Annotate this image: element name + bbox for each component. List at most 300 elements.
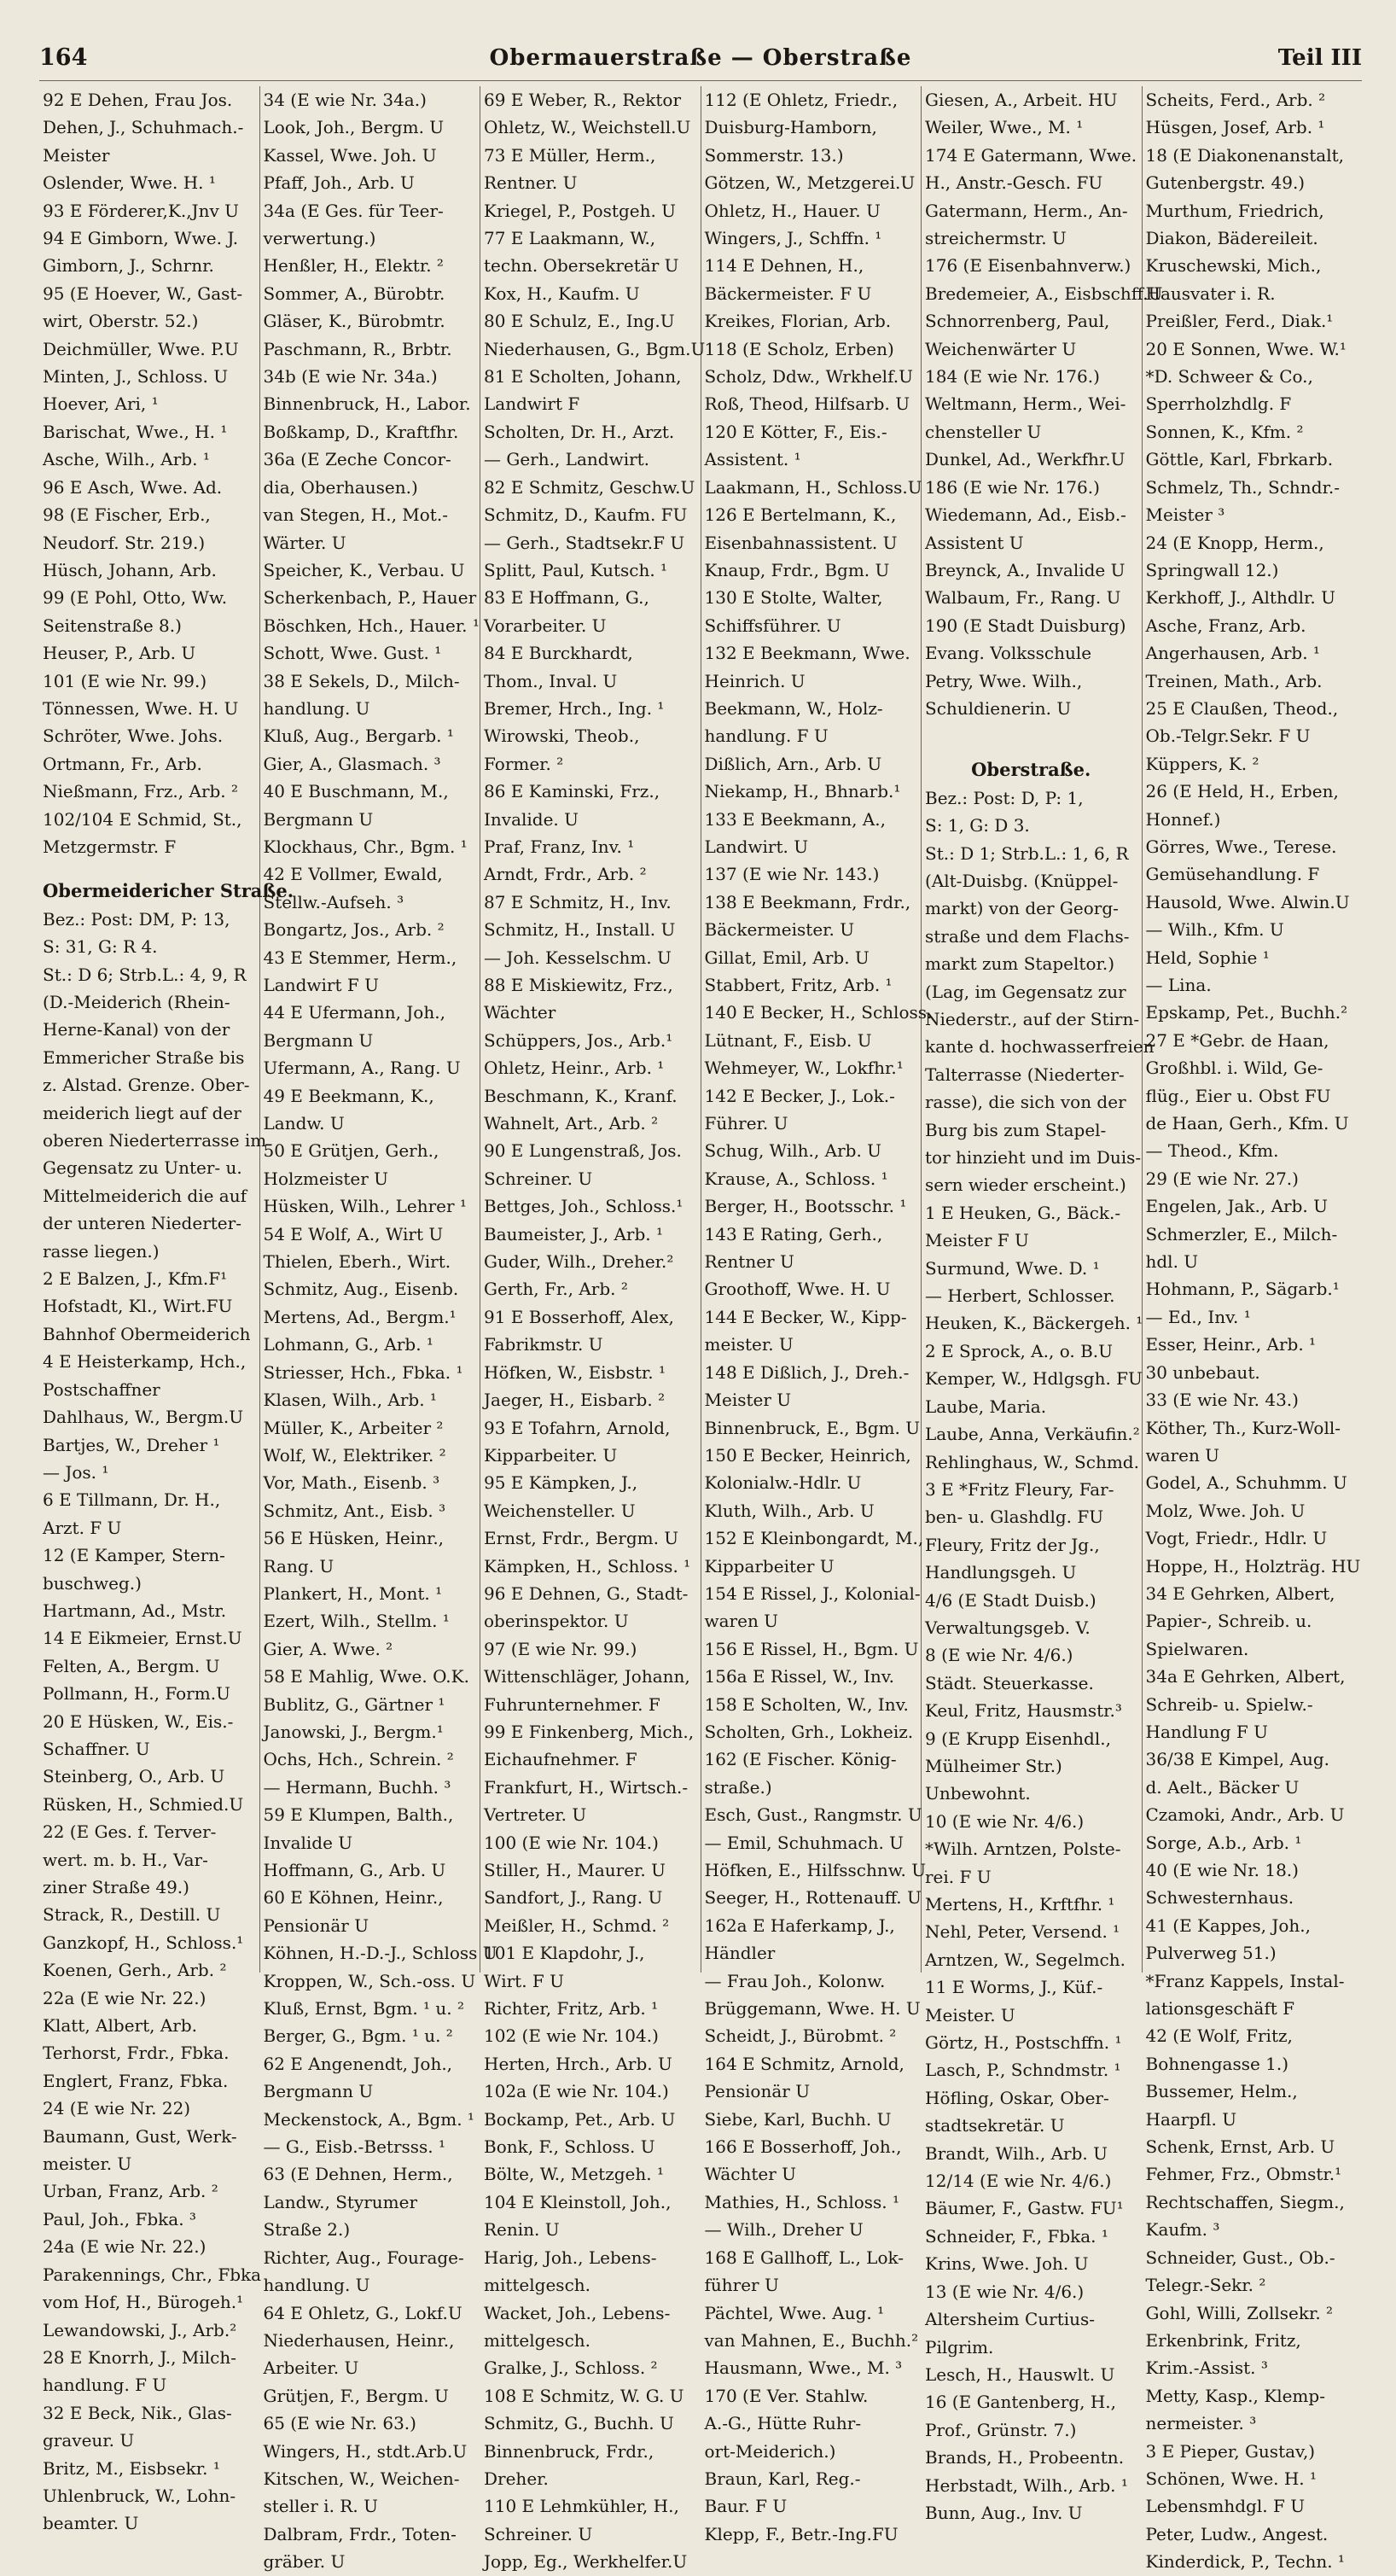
directory-entry: Baur. F U xyxy=(704,2496,788,2517)
directory-entry: Neudorf. Str. 219.) xyxy=(43,532,206,553)
directory-entry: — Emil, Schuhmach. U xyxy=(704,1832,904,1853)
directory-entry: 41 (E Kappes, Joh., xyxy=(1145,1915,1312,1936)
directory-entry: de Haan, Gerh., Kfm. U xyxy=(1145,1113,1349,1134)
directory-entry: Vorarbeiter. U xyxy=(484,615,607,636)
directory-entry: Führer. U xyxy=(704,1113,788,1134)
directory-entry: Strack, R., Destill. U xyxy=(43,1904,221,1926)
directory-entry: 83 E Hoffmann, G., xyxy=(484,587,649,609)
directory-entry: Wärter. U xyxy=(263,532,346,553)
directory-entry: Springwall 12.) xyxy=(1145,559,1279,580)
directory-entry: Schaffner. U xyxy=(43,1738,150,1759)
directory-entry: 60 E Köhnen, Heinr., xyxy=(263,1887,444,1909)
directory-entry: graveur. U xyxy=(43,2430,135,2451)
blank-line xyxy=(925,739,1137,756)
directory-entry: Fuhrunternehmer. F xyxy=(484,1693,660,1715)
directory-entry: 28 E Knorrh, J., Milch- xyxy=(43,2346,236,2368)
directory-entry: Richter, Aug., Fourage- xyxy=(263,2247,464,2268)
directory-entry: Rüsken, H., Schmied.U xyxy=(43,1793,244,1815)
directory-entry: verwertung.) xyxy=(263,228,376,249)
directory-entry: Rang. U xyxy=(263,1555,334,1576)
directory-entry: Landw. U xyxy=(263,1113,345,1134)
directory-entry: Esser, Heinr., Arb. ¹ xyxy=(1145,1334,1317,1355)
directory-entry: Prof., Grünstr. 7.) xyxy=(925,2419,1077,2440)
directory-entry: Schönen, Wwe. H. ¹ xyxy=(1145,2468,1317,2489)
directory-entry: Braun, Karl, Reg.- xyxy=(704,2468,861,2489)
directory-entry: Klockhaus, Chr., Bgm. ¹ xyxy=(263,836,468,857)
directory-entry: straße.) xyxy=(704,1776,772,1798)
directory-entry: Weichenwärter U xyxy=(925,338,1077,359)
directory-entry: — Lina. xyxy=(1145,975,1212,995)
directory-entry: markt zum Stapeltor.) xyxy=(925,953,1115,975)
directory-entry: Fleury, Fritz der Jg., xyxy=(925,1534,1100,1555)
directory-entry: 22a (E wie Nr. 22.) xyxy=(43,1987,206,2008)
directory-entry: Scheidt, J., Bürobmt. ² xyxy=(704,2025,897,2047)
directory-entry: 30 unbebaut. xyxy=(1145,1361,1260,1383)
directory-entry: 34 E Gehrken, Albert, xyxy=(1145,1582,1335,1604)
directory-entry: Kemper, W., Hdlgsgh. FU xyxy=(925,1368,1143,1390)
directory-entry: rasse), die sich von der xyxy=(925,1092,1126,1113)
directory-entry: 24a (E wie Nr. 22.) xyxy=(43,2236,206,2258)
directory-entry: Urban, Franz, Arb. ² xyxy=(43,2181,218,2202)
directory-entry: 36/38 E Kimpel, Aug. xyxy=(1145,1749,1329,1770)
directory-entry: 1 E Heuken, G., Bäck.- xyxy=(925,1202,1121,1223)
directory-entry: Meißler, H., Schmd. ² xyxy=(484,1915,670,1936)
directory-entry: Assistent. ¹ xyxy=(704,449,801,470)
directory-entry: ort-Meiderich.) xyxy=(704,2440,836,2462)
directory-entry: Jopp, Eg., Werkhelfer.U xyxy=(484,2551,688,2573)
directory-entry: 164 E Schmitz, Arnold, xyxy=(704,2053,904,2074)
directory-entry: 12 (E Kamper, Stern- xyxy=(43,1545,225,1566)
directory-entry: waren U xyxy=(1145,1444,1220,1466)
directory-entry: Arndt, Frdr., Arb. ² xyxy=(484,864,647,885)
directory-entry: Kox, H., Kaufm. U xyxy=(484,283,640,304)
directory-entry: Asche, Wilh., Arb. ¹ xyxy=(43,449,210,470)
directory-entry: Gralke, J., Schloss. ² xyxy=(484,2357,658,2379)
directory-entry: Schreib- u. Spielw.- xyxy=(1145,1693,1313,1715)
directory-entry: der unteren Niederter- xyxy=(43,1213,241,1234)
blank-line xyxy=(43,860,255,877)
directory-entry: Ohletz, W., Weichstell.U xyxy=(484,117,691,138)
directory-entry: Hüsken, Wilh., Lehrer ¹ xyxy=(263,1196,467,1217)
directory-entry: Wirowski, Theob., xyxy=(484,726,640,747)
directory-entry: lationsgeschäft F xyxy=(1145,1998,1295,2019)
directory-entry: Bahnhof Obermeiderich xyxy=(43,1323,251,1344)
directory-entry: wert. m. b. H., Var- xyxy=(43,1849,208,1870)
directory-entry: 4 E Heisterkamp, Hch., xyxy=(43,1351,247,1373)
directory-entry: Meister F U xyxy=(925,1230,1029,1251)
directory-entry: Harig, Joh., Lebens- xyxy=(484,2247,657,2268)
directory-entry: 186 (E wie Nr. 176.) xyxy=(925,476,1100,498)
directory-entry: Lohmann, G., Arb. ¹ xyxy=(263,1334,433,1355)
directory-entry: 11 E Worms, J., Küf.- xyxy=(925,1977,1103,1998)
directory-entry: Vogt, Friedr., Hdlr. U xyxy=(1145,1528,1328,1549)
directory-entry: Gatermann, Herm., An- xyxy=(925,200,1128,221)
directory-entry: S: 1, G: D 3. xyxy=(925,815,1030,836)
directory-entry: Sperrholzhdlg. F xyxy=(1145,393,1292,415)
directory-entry: Look, Joh., Bergm. U xyxy=(263,117,445,138)
directory-entry: 81 E Scholten, Johann, xyxy=(484,366,682,388)
directory-entry: Fabrikmstr. U xyxy=(484,1334,603,1355)
directory-entry: Invalide U xyxy=(263,1832,353,1853)
directory-entry: Tönnessen, Wwe. H. U xyxy=(43,697,239,719)
directory-entry: Epskamp, Pet., Buchh.² xyxy=(1145,1002,1348,1023)
directory-entry: 33 (E wie Nr. 43.) xyxy=(1145,1390,1299,1411)
directory-entry: Dreher. xyxy=(484,2468,549,2489)
directory-entry: Niederhausen, G., Bgm.U xyxy=(484,338,706,359)
directory-entry: 104 E Kleinstoll, Joh., xyxy=(484,2191,672,2212)
directory-entry: Bäckermeister. F U xyxy=(704,283,872,304)
directory-entry: Landwirt. U xyxy=(704,836,809,857)
directory-entry: meister. U xyxy=(43,2153,132,2175)
directory-entry: Scherkenbach, P., Hauer xyxy=(263,587,477,609)
directory-entry: Dahlhaus, W., Bergm.U xyxy=(43,1407,244,1428)
directory-entry: Klepp, F., Betr.-Ing.FU xyxy=(704,2523,899,2544)
directory-entry: Schmelz, Th., Schndr.- xyxy=(1145,476,1340,498)
directory-entry: Görtz, H., Postschffn. ¹ xyxy=(925,2032,1122,2054)
directory-entry: 95 (E Hoever, W., Gast- xyxy=(43,283,243,304)
directory-entry: 154 E Rissel, J., Kolonial- xyxy=(704,1582,921,1604)
directory-entry: Beschmann, K., Kranf. xyxy=(484,1085,678,1106)
directory-entry: Bez.: Post: D, P: 1, xyxy=(925,787,1084,808)
directory-entry: Arzt. F U xyxy=(43,1517,122,1538)
directory-entry: Giesen, A., Arbeit. HU xyxy=(925,90,1118,110)
directory-entry: Unbewohnt. xyxy=(925,1783,1031,1804)
directory-entry: 2 E Balzen, J., Kfm.F¹ xyxy=(43,1268,228,1290)
directory-entry: 25 E Claußen, Theod., xyxy=(1145,697,1339,719)
directory-entry: 9 (E Krupp Eisenhdl., xyxy=(925,1728,1111,1749)
part-label: Teil III xyxy=(1277,45,1362,71)
directory-entry: 190 (E Stadt Duisburg) xyxy=(925,615,1126,636)
directory-entry: 64 E Ohletz, G., Lokf.U xyxy=(263,2302,462,2323)
directory-entry: 42 (E Wolf, Fritz, xyxy=(1145,2025,1293,2047)
directory-entry: Verwaltungsgeb. V. xyxy=(925,1617,1091,1638)
directory-entry: 120 E Kötter, F., Eis.- xyxy=(704,421,887,442)
directory-entry: 18 (E Diakonenanstalt, xyxy=(1145,144,1344,166)
directory-entry: nermeister. ³ xyxy=(1145,2413,1257,2434)
directory-entry: 162a E Haferkamp, J., xyxy=(704,1915,895,1936)
directory-entry: Former. ² xyxy=(484,753,564,774)
directory-entry: Altersheim Curtius- xyxy=(925,2309,1096,2330)
directory-entry: Köther, Th., Kurz-Woll- xyxy=(1145,1417,1341,1438)
directory-entry: 132 E Beekmann, Wwe. xyxy=(704,643,910,664)
directory-entry: Oslender, Wwe. H. ¹ xyxy=(43,172,216,194)
directory-entry: Bublitz, G., Gärtner ¹ xyxy=(263,1693,445,1715)
directory-entry: Gemüsehandlung. F xyxy=(1145,864,1320,885)
directory-entry: Minten, J., Schloss. U xyxy=(43,366,229,388)
directory-entry: Hausmann, Wwe., M. ³ xyxy=(704,2357,903,2379)
directory-entry: Schmitz, Ant., Eisb. ³ xyxy=(263,1500,446,1521)
directory-entry: 24 (E Knopp, Herm., xyxy=(1145,532,1324,553)
directory-entry: 36a (E Zeche Concor- xyxy=(263,449,451,470)
directory-entry: Gimborn, J., Schrnr. xyxy=(43,255,214,277)
directory-entry: Bez.: Post: DM, P: 13, xyxy=(43,908,230,930)
directory-entry: Händler xyxy=(704,1943,776,1964)
directory-entry: Meckenstock, A., Bgm. ¹ xyxy=(263,2108,474,2130)
directory-entry: Laube, Maria. xyxy=(925,1396,1047,1417)
directory-entry: oberen Niederterrasse im xyxy=(43,1130,267,1151)
directory-entry: Pensionär U xyxy=(263,1915,369,1936)
directory-entry: straße und dem Flachs- xyxy=(925,925,1130,947)
directory-entry: Kluß, Aug., Bergarb. ¹ xyxy=(263,726,454,747)
directory-entry: Lebensmhdgl. F U xyxy=(1145,2496,1306,2517)
directory-entry: Pensionär U xyxy=(704,2081,811,2102)
directory-entry: Bergmann U xyxy=(263,808,374,830)
directory-entry: chensteller U xyxy=(925,421,1042,442)
directory-entry: d. Aelt., Bäcker U xyxy=(1145,1776,1300,1798)
directory-entry: 4/6 (E Stadt Duisb.) xyxy=(925,1589,1096,1611)
directory-entry: sern wieder erscheint.) xyxy=(925,1174,1126,1196)
directory-entry: Gier, A. Wwe. ² xyxy=(263,1638,393,1659)
directory-entry: 38 E Sekels, D., Milch- xyxy=(263,670,460,691)
directory-entry: techn. Obersekretär U xyxy=(484,255,679,277)
directory-entry: Schneider, F., Fbka. ¹ xyxy=(925,2225,1108,2247)
directory-entry: Bölte, W., Metzgeh. ¹ xyxy=(484,2164,664,2185)
directory-entry: Hoffmann, G., Arb. U xyxy=(263,1860,446,1880)
directory-entry: Niederstr., auf der Stirn- xyxy=(925,1009,1140,1029)
directory-entry: Schröter, Wwe. Johs. xyxy=(43,726,224,747)
directory-entry: Bongartz, Jos., Arb. ² xyxy=(263,919,445,941)
directory-entry: Eichaufnehmer. F xyxy=(484,1749,637,1770)
directory-entry: 137 (E wie Nr. 143.) xyxy=(704,864,880,885)
directory-entry: Wächter U xyxy=(704,2164,796,2185)
directory-entry: Lütnant, F., Eisb. U xyxy=(704,1029,872,1051)
directory-entry: Sandfort, J., Rang. U xyxy=(484,1887,663,1909)
directory-entry: 93 E Tofahrn, Arnold, xyxy=(484,1417,671,1438)
directory-entry: Laakmann, H., Schloss.U xyxy=(704,476,922,498)
directory-entry: (Alt-Duisbg. (Knüppel- xyxy=(925,870,1119,891)
directory-entry: Schmerzler, E., Milch- xyxy=(1145,1223,1338,1244)
directory-entry: 63 (E Dehnen, Herm., xyxy=(263,2164,453,2185)
directory-entry: (Lag, im Gegensatz zur xyxy=(925,981,1126,1002)
directory-entry: 170 (E Ver. Stahlw. xyxy=(704,2385,869,2406)
directory-entry: Mittelmeiderich die auf xyxy=(43,1185,247,1206)
directory-entry: Kerkhoff, J., Althdlr. U xyxy=(1145,587,1335,609)
directory-entry: 34 (E wie Nr. 34a.) xyxy=(263,90,427,110)
directory-entry: Landwirt F xyxy=(484,393,580,415)
directory-entry: Hüsch, Johann, Arb. xyxy=(43,559,217,580)
directory-entry: Praf, Franz, Inv. ¹ xyxy=(484,836,635,857)
directory-entry: Lasch, P., Schndmstr. ¹ xyxy=(925,2060,1121,2081)
directory-entry: St.: D 1; Strb.L.: 1, 6, R xyxy=(925,842,1129,864)
directory-entry: 100 (E wie Nr. 104.) xyxy=(484,1832,659,1853)
running-title: Obermauerstraße — Oberstraße xyxy=(489,45,912,71)
directory-entry: Mathies, H., Schloss. ¹ xyxy=(704,2191,900,2212)
directory-entry: 144 E Becker, W., Kipp- xyxy=(704,1306,907,1327)
directory-entry: Meister U xyxy=(704,1390,792,1411)
directory-entry: 176 (E Eisenbahnverw.) xyxy=(925,255,1131,277)
directory-entry: Bredemeier, A., Eisbschff.U xyxy=(925,283,1163,304)
directory-entry: Asche, Franz, Arb. xyxy=(1145,615,1306,636)
directory-entry: Wächter xyxy=(484,1002,556,1023)
directory-entry: Metty, Kasp., Klemp- xyxy=(1145,2385,1325,2406)
directory-entry: Ob.-Telgr.Sekr. F U xyxy=(1145,726,1311,747)
directory-entry: Guder, Wilh., Dreher.² xyxy=(484,1251,674,1273)
directory-entry: Steinberg, O., Arb. U xyxy=(43,1766,225,1787)
directory-entry: Scholz, Ddw., Wrkhelf.U xyxy=(704,366,913,388)
directory-entry: Ohletz, H., Hauer. U xyxy=(704,200,881,221)
directory-entry: Bergmann U xyxy=(263,1029,374,1051)
directory-entry: Koenen, Gerh., Arb. ² xyxy=(43,1960,227,1981)
directory-column xyxy=(701,86,933,2544)
directory-entry: — Frau Joh., Kolonw. xyxy=(704,1970,886,1991)
directory-entry: Janowski, J., Bergm.¹ xyxy=(263,1721,444,1742)
directory-entry: 97 (E wie Nr. 99.) xyxy=(484,1638,637,1659)
directory-entry: Wehmeyer, W., Lokfhr.¹ xyxy=(704,1058,904,1079)
directory-entry: Städt. Steuerkasse. xyxy=(925,1672,1094,1693)
directory-entry: Preißler, Ferd., Diak.¹ xyxy=(1145,311,1334,332)
directory-entry: *D. Schweer & Co., xyxy=(1145,366,1313,388)
directory-entry: Felten, A., Bergm. U xyxy=(43,1655,220,1676)
directory-entry: Ochs, Hch., Schrein. ² xyxy=(263,1749,454,1770)
directory-entry: Krause, A., Schloss. ¹ xyxy=(704,1168,888,1189)
directory-entry: Pollmann, H., Form.U xyxy=(43,1683,230,1705)
directory-entry: Köhnen, H.-D.-J., Schloss U xyxy=(263,1943,497,1964)
directory-entry: Hofstadt, Kl., Wirt.FU xyxy=(43,1296,233,1317)
directory-entry: Brandt, Wilh., Arb. U xyxy=(925,2142,1108,2164)
directory-entry: 102/104 E Schmid, St., xyxy=(43,808,242,830)
directory-entry: — Gerh., Stadtsekr.F U xyxy=(484,532,685,553)
directory-entry: Henßler, H., Elektr. ² xyxy=(263,255,444,277)
directory-entry: Paschmann, R., Brbtr. xyxy=(263,338,452,359)
directory-entry: Gohl, Willi, Zollsekr. ² xyxy=(1145,2302,1334,2323)
directory-entry: 12/14 (E wie Nr. 4/6.) xyxy=(925,2171,1112,2192)
directory-entry: rasse liegen.) xyxy=(43,1240,160,1262)
page-header xyxy=(39,44,1362,81)
directory-entry: Kriegel, P., Postgeh. U xyxy=(484,200,677,221)
directory-entry: 22 (E Ges. f. Terver- xyxy=(43,1821,217,1843)
directory-entry: Engelen, Jak., Arb. U xyxy=(1145,1196,1328,1217)
directory-entry: oberinspektor. U xyxy=(484,1611,629,1632)
directory-entry: Postschaffner xyxy=(43,1378,160,1400)
directory-entry: Gläser, K., Bürobmtr. xyxy=(263,311,445,332)
directory-entry: 126 E Bertelmann, K., xyxy=(704,504,897,526)
directory-entry: Uhlenbruck, W., Lohn- xyxy=(43,2485,236,2506)
directory-entry: Scholten, Dr. H., Arzt. xyxy=(484,421,675,442)
directory-entry: Britz, M., Eisbsekr. ¹ xyxy=(43,2457,220,2479)
directory-entry: Kinderdick, P., Techn. ¹ xyxy=(1145,2551,1345,2573)
directory-entry: Bergmann U xyxy=(263,2081,374,2102)
directory-entry: Schenk, Ernst, Arb. U xyxy=(1145,2136,1335,2158)
directory-entry: Keul, Fritz, Hausmstr.³ xyxy=(925,1700,1122,1722)
directory-entry: Dehen, J., Schuhmach.- xyxy=(43,117,244,138)
directory-entry: 32 E Beck, Nik., Glas- xyxy=(43,2402,232,2423)
directory-entry: 20 E Hüsken, W., Eis.- xyxy=(43,1711,234,1732)
directory-entry: 8 (E wie Nr. 4/6.) xyxy=(925,1645,1073,1666)
directory-entry: Heuken, K., Bäckergeh. ¹ xyxy=(925,1313,1143,1334)
directory-entry: Terhorst, Frdr., Fbka. xyxy=(43,2043,230,2064)
page-number: 164 xyxy=(39,44,88,71)
directory-entry: 158 E Scholten, W., Inv. xyxy=(704,1693,909,1715)
directory-entry: H., Anstr.-Gesch. FU xyxy=(925,172,1103,194)
directory-entry: Thom., Inval. U xyxy=(484,670,618,691)
directory-entry: Diakon, Bädereileit. xyxy=(1145,228,1318,249)
directory-entry: Held, Sophie ¹ xyxy=(1145,947,1270,968)
directory-entry: z. Alstad. Grenze. Ober- xyxy=(43,1075,250,1096)
directory-entry: 118 (E Scholz, Erben) xyxy=(704,338,894,359)
directory-entry: 84 E Burckhardt, xyxy=(484,643,633,664)
directory-entry: Sommer, A., Bürobtr. xyxy=(263,283,445,304)
directory-entry: Wahnelt, Art., Arb. ² xyxy=(484,1113,659,1134)
directory-entry: Bussemer, Helm., xyxy=(1145,2081,1298,2102)
directory-entry: 40 (E wie Nr. 18.) xyxy=(1145,1860,1299,1880)
directory-entry: Invalide. U xyxy=(484,808,579,830)
directory-entry: Stabbert, Fritz, Arb. ¹ xyxy=(704,975,893,995)
directory-entry: Kämpken, H., Schloss. ¹ xyxy=(484,1555,691,1576)
directory-entry: Kitschen, W., Weichen- xyxy=(263,2468,460,2489)
directory-entry: Jaeger, H., Eisbarb. ² xyxy=(484,1390,666,1411)
directory-entry: Telegr.-Sekr. ² xyxy=(1145,2275,1266,2296)
directory-entry: Assistent U xyxy=(925,532,1024,553)
blank-line xyxy=(925,722,1137,739)
directory-entry: Talterrasse (Niederter- xyxy=(925,1064,1125,1085)
directory-entry: 2 E Sprock, A., o. B.U xyxy=(925,1340,1114,1361)
directory-entry: Meister xyxy=(43,144,110,166)
directory-entry: Niederhausen, Heinr., xyxy=(263,2329,455,2351)
directory-entry: 49 E Beekmann, K., xyxy=(263,1085,434,1106)
directory-entry: Brüggemann, Wwe. H. U xyxy=(704,1998,921,2019)
directory-entry: Klasen, Wilh., Arb. ¹ xyxy=(263,1390,437,1411)
directory-entry: van Mahnen, E., Buchh.² xyxy=(704,2329,919,2351)
directory-entry: flüg., Eier u. Obst FU xyxy=(1145,1085,1331,1106)
directory-entry: Kipparbeiter. U xyxy=(484,1444,618,1466)
directory-entry: Laube, Anna, Verkäufin.² xyxy=(925,1424,1140,1445)
directory-entry: vom Hof, H., Bürogeh.¹ xyxy=(43,2292,244,2313)
directory-entry: Seeger, H., Rottenauff. U xyxy=(704,1887,922,1909)
directory-entry: 93 E Förderer,K.,Jnv U xyxy=(43,200,239,221)
directory-entry: Herten, Hrch., Arb. U xyxy=(484,2053,672,2074)
directory-entry: — Herbert, Schlosser. xyxy=(925,1285,1115,1307)
directory-entry: 101 (E wie Nr. 99.) xyxy=(43,670,207,691)
directory-entry: Splitt, Paul, Kutsch. ¹ xyxy=(484,559,668,580)
directory-entry: van Stegen, H., Mot.- xyxy=(263,504,448,526)
directory-entry: 143 E Rating, Gerh., xyxy=(704,1223,883,1244)
directory-entry: Binnenbruck, H., Labor. xyxy=(263,393,471,415)
directory-entry: Höfken, W., Eisbstr. ¹ xyxy=(484,1361,666,1383)
directory-entry: Ernst, Frdr., Bergm. U xyxy=(484,1528,679,1549)
directory-entry: Schug, Wilh., Arb. U xyxy=(704,1140,882,1162)
directory-entry: Arntzen, W., Segelmch. xyxy=(925,1949,1126,1970)
directory-entry: Herne-Kanal) von der xyxy=(43,1019,230,1040)
directory-entry: Gerth, Fr., Arb. ² xyxy=(484,1279,628,1300)
directory-entry: Kassel, Wwe. Joh. U xyxy=(263,144,437,166)
directory-entry: *Wilh. Arntzen, Polste- xyxy=(925,1839,1121,1860)
directory-entry: 102a (E wie Nr. 104.) xyxy=(484,2081,669,2102)
directory-entry: Weltmann, Herm., Wei- xyxy=(925,393,1126,415)
directory-entry: Bettges, Joh., Schloss.¹ xyxy=(484,1196,683,1217)
directory-entry: Rentner U xyxy=(704,1251,794,1273)
directory-entry: 50 E Grütjen, Gerh., xyxy=(263,1140,439,1162)
directory-entry: Wingers, H., stdt.Arb.U xyxy=(263,2440,468,2462)
directory-entry: Krins, Wwe. Joh. U xyxy=(925,2253,1089,2275)
directory-entry: Meister. U xyxy=(925,2004,1015,2025)
directory-entry: S: 31, G: R 4. xyxy=(43,936,158,958)
directory-entry: Wingers, J., Schffn. ¹ xyxy=(704,228,882,249)
directory-entry: gräber. U xyxy=(263,2551,346,2573)
directory-entry: Emmericher Straße bis xyxy=(43,1046,245,1068)
directory-entry: Berger, H., Bootsschr. ¹ xyxy=(704,1196,907,1217)
directory-entry: Speicher, K., Verbau. U xyxy=(263,559,465,580)
directory-entry: mittelgesch. xyxy=(484,2275,591,2296)
directory-entry: Frankfurt, H., Wirtsch.- xyxy=(484,1776,689,1798)
directory-entry: St.: D 6; Strb.L.: 4, 9, R xyxy=(43,964,247,985)
directory-entry: Groothoff, Wwe. H. U xyxy=(704,1279,891,1300)
directory-entry: Striesser, Hch., Fbka. ¹ xyxy=(263,1361,463,1383)
directory-entry: Czamoki, Andr., Arb. U xyxy=(1145,1804,1345,1826)
directory-entry: Mertens, Ad., Bergm.¹ xyxy=(263,1306,457,1327)
directory-entry: Wirt. F U xyxy=(484,1970,565,1991)
directory-entry: Brands, H., Probeentn. xyxy=(925,2447,1125,2468)
directory-entry: 82 E Schmitz, Geschw.U xyxy=(484,476,695,498)
